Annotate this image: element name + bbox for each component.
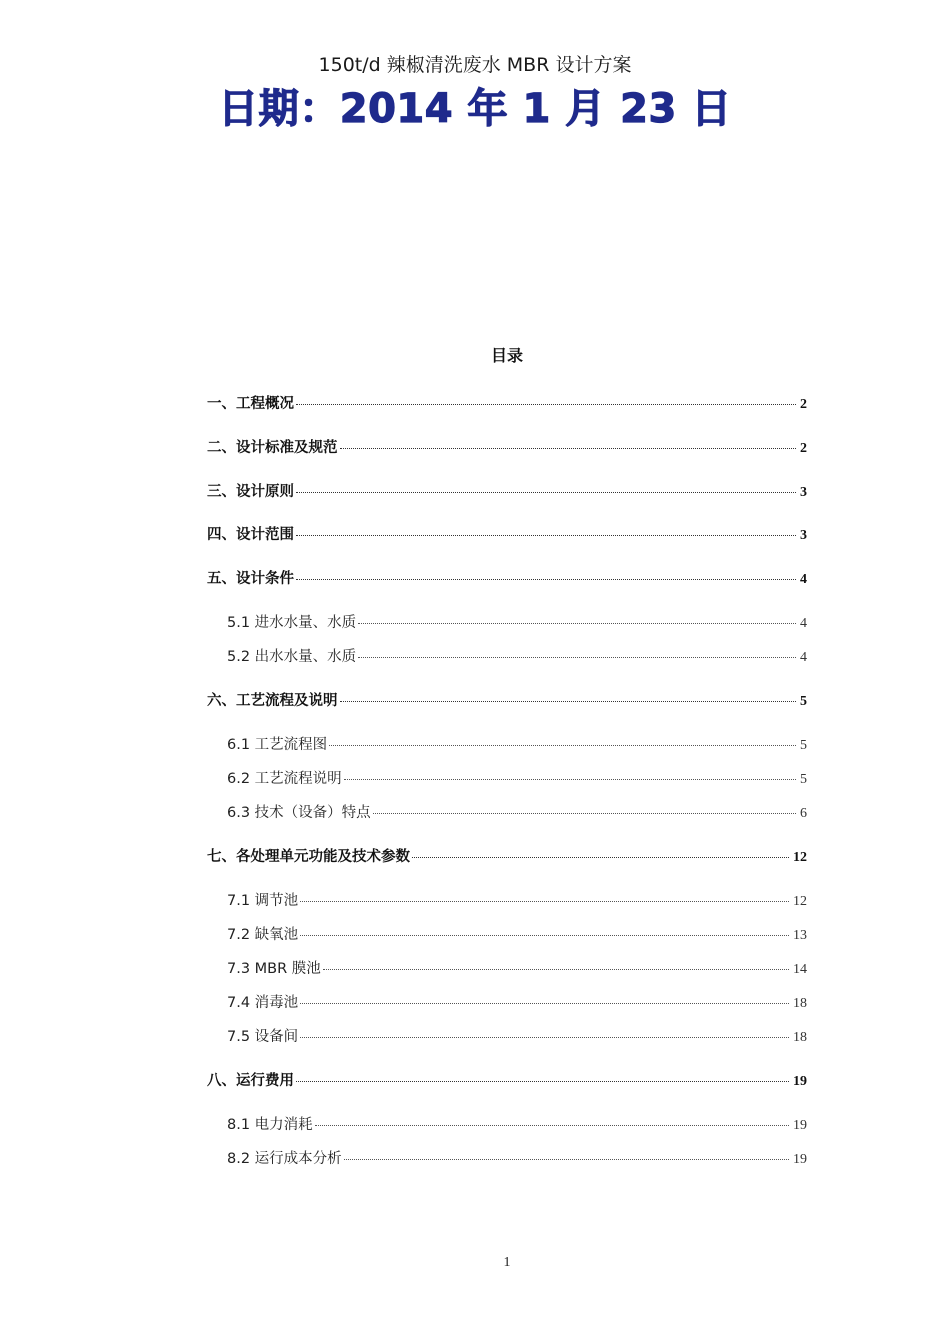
toc-entry[interactable] bbox=[207, 845, 807, 866]
toc-entry-label: 一、工程概况 bbox=[207, 396, 294, 412]
toc-entry[interactable] bbox=[227, 645, 807, 666]
toc-entry[interactable] bbox=[227, 733, 807, 754]
toc-leader-dots bbox=[315, 1125, 789, 1126]
toc-leader-dots bbox=[344, 1159, 789, 1160]
toc-leader-dots bbox=[344, 779, 796, 780]
toc-entry[interactable] bbox=[207, 1069, 807, 1090]
toc-entry[interactable] bbox=[207, 480, 807, 501]
toc-leader-dots bbox=[300, 1003, 789, 1004]
toc-entry-label: 三、设计原则 bbox=[207, 484, 294, 500]
toc-leader-dots bbox=[300, 901, 789, 902]
toc-leader-dots bbox=[296, 579, 796, 580]
toc-entry[interactable] bbox=[207, 567, 807, 588]
toc-leader-dots bbox=[358, 623, 796, 624]
toc-entry[interactable] bbox=[227, 767, 807, 788]
toc-leader-dots bbox=[296, 535, 796, 536]
document-title: 150t/d 辣椒清洗废水 MBR 设计方案 bbox=[318, 54, 632, 76]
toc-entry-label: 6.1 工艺流程图 bbox=[227, 737, 328, 753]
toc-entry-label: 六、工艺流程及说明 bbox=[207, 693, 338, 709]
toc-leader-dots bbox=[296, 492, 796, 493]
toc-entry-page: 18 bbox=[793, 1030, 807, 1045]
toc-entry-label: 5.1 进水水量、水质 bbox=[227, 615, 357, 631]
toc-leader-dots bbox=[296, 404, 796, 405]
toc-entry-label: 7.3 MBR 膜池 bbox=[227, 961, 321, 977]
toc-entry-page: 19 bbox=[793, 1152, 807, 1167]
toc-entry[interactable] bbox=[207, 436, 807, 457]
toc-entry-label: 八、运行费用 bbox=[207, 1073, 294, 1089]
toc-entry-label: 8.1 电力消耗 bbox=[227, 1117, 313, 1133]
toc-entry-label: 6.3 技术（设备）特点 bbox=[227, 805, 371, 821]
toc-entry[interactable] bbox=[227, 889, 807, 910]
toc-entry[interactable] bbox=[207, 523, 807, 544]
toc-entry[interactable] bbox=[227, 957, 807, 978]
toc-leader-dots bbox=[300, 1037, 789, 1038]
toc-entry-label: 7.5 设备间 bbox=[227, 1029, 299, 1045]
toc-entry-page: 5 bbox=[800, 772, 807, 787]
toc-entry[interactable] bbox=[207, 689, 807, 710]
toc-entry-label: 七、各处理单元功能及技术参数 bbox=[207, 849, 410, 865]
toc-entry-page: 4 bbox=[800, 572, 807, 587]
toc-entry-page: 3 bbox=[800, 485, 807, 500]
toc-entry-page: 13 bbox=[793, 928, 807, 943]
toc-entry-label: 6.2 工艺流程说明 bbox=[227, 771, 342, 787]
toc-leader-dots bbox=[358, 657, 796, 658]
toc-entry-page: 19 bbox=[793, 1074, 807, 1089]
toc-leader-dots bbox=[340, 701, 797, 702]
toc-leader-dots bbox=[412, 857, 789, 858]
toc-entry-page: 12 bbox=[793, 850, 807, 865]
toc-entry-page: 6 bbox=[800, 806, 807, 821]
toc-entry-label: 五、设计条件 bbox=[207, 571, 294, 587]
date-line: 日期：2014 年 1 月 23 日 bbox=[218, 86, 732, 132]
toc-entry-label: 8.2 运行成本分析 bbox=[227, 1151, 342, 1167]
toc-leader-dots bbox=[329, 745, 796, 746]
toc-entry-label: 二、设计标准及规范 bbox=[207, 440, 338, 456]
toc-entry[interactable] bbox=[227, 1025, 807, 1046]
toc-entry-label: 5.2 出水水量、水质 bbox=[227, 649, 357, 665]
toc-leader-dots bbox=[300, 935, 789, 936]
toc-entry-page: 14 bbox=[793, 962, 807, 977]
toc-leader-dots bbox=[323, 969, 789, 970]
toc-entry-page: 4 bbox=[800, 650, 807, 665]
toc-entry-page: 2 bbox=[800, 441, 807, 456]
toc-entry-page: 5 bbox=[800, 738, 807, 753]
toc-entry[interactable] bbox=[227, 1113, 807, 1134]
toc-leader-dots bbox=[340, 448, 797, 449]
toc-entry-page: 2 bbox=[800, 397, 807, 412]
toc-heading: 目录 bbox=[490, 346, 523, 365]
toc-entry[interactable] bbox=[227, 801, 807, 822]
toc-entry[interactable] bbox=[227, 923, 807, 944]
page-number: 1 bbox=[503, 1255, 511, 1270]
toc-entry[interactable] bbox=[227, 611, 807, 632]
toc-entry-label: 7.2 缺氧池 bbox=[227, 927, 299, 943]
toc-entry-page: 3 bbox=[800, 528, 807, 543]
toc-entry-page: 19 bbox=[793, 1118, 807, 1133]
toc-entry-label: 7.4 消毒池 bbox=[227, 995, 299, 1011]
toc-entry-page: 4 bbox=[800, 616, 807, 631]
toc-leader-dots bbox=[373, 813, 796, 814]
toc-entry[interactable] bbox=[227, 991, 807, 1012]
toc-entry-label: 7.1 调节池 bbox=[227, 893, 299, 909]
toc-entry-page: 12 bbox=[793, 894, 807, 909]
toc-entry[interactable] bbox=[227, 1147, 807, 1168]
toc-entry-page: 18 bbox=[793, 996, 807, 1011]
toc-entry-label: 四、设计范围 bbox=[207, 527, 294, 543]
toc-entry-page: 5 bbox=[800, 694, 807, 709]
toc-leader-dots bbox=[296, 1081, 789, 1082]
toc-entry[interactable] bbox=[207, 392, 807, 413]
